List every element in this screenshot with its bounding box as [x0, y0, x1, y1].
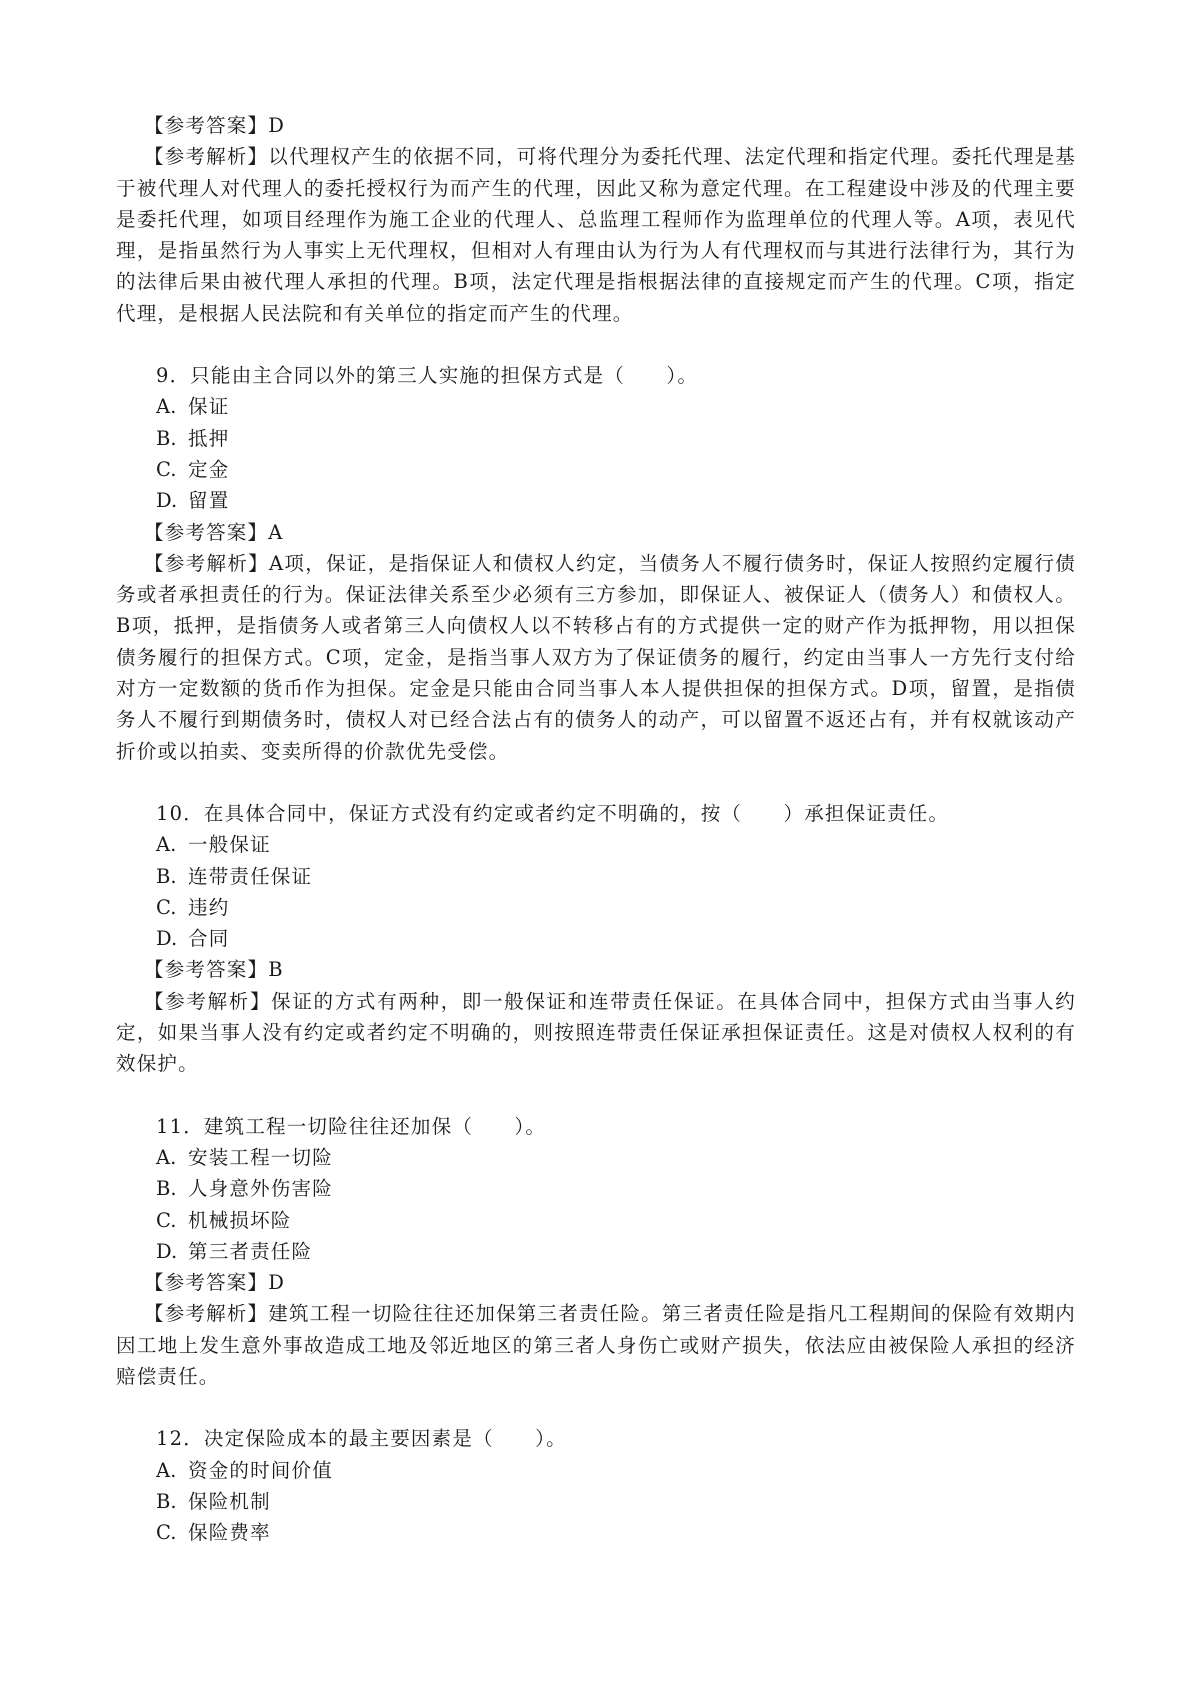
- option-text: 合同: [188, 927, 230, 951]
- spacer: [116, 767, 1076, 798]
- analysis: 【参考解析】保证的方式有两种，即一般保证和连带责任保证。在具体合同中，担保方式由当事人约定，如果当事人没有约定或者约定不明确的，则按照连带责任保证承担保证责任。这是对债权人权利的有效保护。: [116, 989, 1076, 1076]
- option-d: [116, 485, 1076, 516]
- answer: 【参考答案】B: [144, 958, 284, 982]
- option-a: [116, 1142, 1076, 1173]
- option-b: [116, 423, 1076, 454]
- question-11: [116, 1111, 1076, 1393]
- analysis: 【参考解析】建筑工程一切险往往还加保第三者责任险。第三者责任险是指凡工程期间的保险有效期内因工地上发生意外事故造成工地及邻近地区的第三者人身伤亡或财产损失，依法应由被保险人承担的经济赔偿责任。: [116, 1302, 1076, 1388]
- option-text: 留置: [188, 489, 230, 513]
- option-text: 抵押: [188, 426, 230, 450]
- option-letter: A.: [156, 1458, 177, 1482]
- answer-q8: 【参考答案】D: [144, 114, 286, 137]
- question-9: [116, 360, 1076, 767]
- spacer: [116, 329, 1076, 360]
- option-text: 保险机制: [188, 1489, 271, 1513]
- option-a: [116, 1455, 1076, 1486]
- option-letter: C.: [156, 1521, 177, 1545]
- option-text: 人身意外伤害险: [188, 1177, 333, 1201]
- document-page: [116, 110, 1076, 1548]
- option-text: 违约: [188, 895, 230, 919]
- option-c: [116, 892, 1076, 923]
- option-c: [116, 1517, 1076, 1548]
- question-stem: 11．建筑工程一切险往往还加保（ ）。: [156, 1114, 547, 1138]
- question-stem: 12．决定保险成本的最主要因素是（ ）。: [156, 1427, 567, 1451]
- question-stem: 9．只能由主合同以外的第三人实施的担保方式是（ ）。: [156, 364, 699, 388]
- option-text: 资金的时间价值: [188, 1458, 333, 1482]
- option-letter: D.: [156, 489, 178, 513]
- option-letter: B.: [156, 1177, 177, 1201]
- option-text: 定金: [188, 457, 230, 481]
- option-d: [116, 923, 1076, 954]
- option-letter: A.: [156, 1145, 177, 1169]
- answer: 【参考答案】A: [144, 520, 284, 544]
- option-text: 机械损坏险: [188, 1208, 292, 1232]
- option-letter: C.: [156, 457, 177, 481]
- option-letter: D.: [156, 1239, 178, 1263]
- option-d: [116, 1236, 1076, 1267]
- option-letter: A.: [156, 395, 177, 419]
- option-letter: B.: [156, 426, 177, 450]
- question-10: [116, 798, 1076, 1080]
- option-letter: C.: [156, 1208, 177, 1232]
- analysis: 【参考解析】A项，保证，是指保证人和债权人约定，当债务人不履行债务时，保证人按照约定履行债务或者承担责任的行为。保证法律关系至少必须有三方参加，即保证人、被保证人（债务人）和债权人。B项，抵押，是指债务人或者第三人向债权人以不转移占有的方式提供一定的财产作为抵押物，用以担保债务履行的担保方式。C项，定金，是指当事人双方为了保证债务的履行，约定由当事人一方先行支付给对方一定数额的货币作为担保。定金是只能由合同当事人本人提供担保的担保方式。D项，留置，是指债务人不履行到期债务时，债权人对已经合法占有的债务人的动产，可以留置不返还占有，并有权就该动产折价或以拍卖、变卖所得的价款优先受偿。: [116, 551, 1076, 763]
- option-b: [116, 1486, 1076, 1517]
- question-stem: 10．在具体合同中，保证方式没有约定或者约定不明确的，按（ ）承担保证责任。: [156, 801, 950, 825]
- option-a: [116, 391, 1076, 422]
- option-letter: D.: [156, 927, 178, 951]
- spacer: [116, 1080, 1076, 1111]
- option-letter: B.: [156, 864, 177, 888]
- analysis-q8: 【参考解析】以代理权产生的依据不同，可将代理分为委托代理、法定代理和指定代理。委托代理是基于被代理人对代理人的委托授权行为而产生的代理，因此又称为意定代理。在工程建设中涉及的代理主要是委托代理，如项目经理作为施工企业的代理人、总监理工程师作为监理单位的代理人等。A项，表见代理，是指虽然行为人事实上无代理权，但相对人有理由认为行为人有代理权而与其进行法律行为，其行为的法律后果由被代理人承担的代理。B项，法定代理是指根据法律的直接规定而产生的代理。C项，指定代理，是根据人民法院和有关单位的指定而产生的代理。: [116, 145, 1076, 325]
- option-text: 第三者责任险: [188, 1239, 313, 1263]
- question-12: [116, 1423, 1076, 1548]
- option-c: [116, 1205, 1076, 1236]
- option-letter: A.: [156, 833, 177, 857]
- option-a: [116, 829, 1076, 860]
- option-b: [116, 861, 1076, 892]
- option-letter: B.: [156, 1489, 177, 1513]
- option-text: 连带责任保证: [188, 864, 313, 888]
- spacer: [116, 1392, 1076, 1423]
- option-text: 保险费率: [188, 1521, 271, 1545]
- option-text: 一般保证: [188, 833, 271, 857]
- option-b: [116, 1173, 1076, 1204]
- option-c: [116, 454, 1076, 485]
- option-text: 保证: [188, 395, 230, 419]
- answer: 【参考答案】D: [144, 1271, 286, 1295]
- option-letter: C.: [156, 895, 177, 919]
- option-text: 安装工程一切险: [188, 1145, 333, 1169]
